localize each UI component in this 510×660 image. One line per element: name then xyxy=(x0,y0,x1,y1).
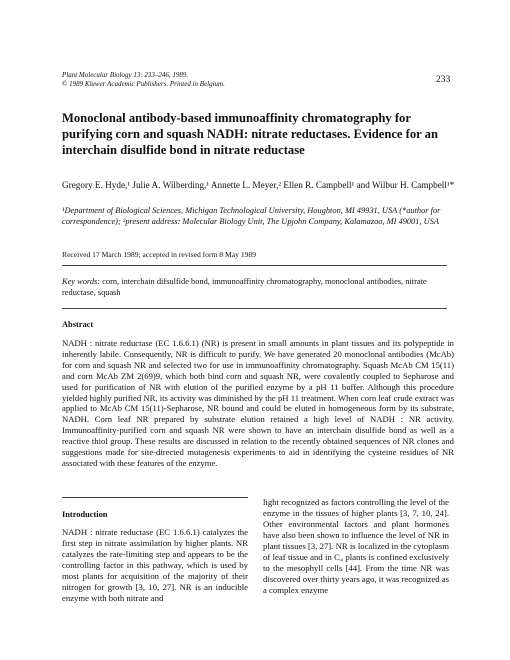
abstract-heading: Abstract xyxy=(62,320,94,329)
journal-citation xyxy=(62,71,225,89)
copyright-line: © 1989 Kluwer Academic Publishers. Printed in Belgium. xyxy=(62,80,225,88)
journal-line: Plant Molecular Biology 13: 233–246, 1989. xyxy=(62,71,189,79)
keywords xyxy=(62,276,457,298)
abstract-text: NADH : nitrate reductase (EC 1.6.6.1) (NR) is present in small amounts in plant tissues and its polypeptide in inherently labile. Consequently, NR is difficult to purify. We have generated 20 monoclonal antibodies (McAb) for corn and squash NR and selected two for use in immunoaffinity chromatography. Squash McAb CM 15(11) and corn McAb ZM 2(69)9, which both bind corn and squash NR, were covalently coupled to Sepharose and used for purification of NR with elution of the purified enzyme by a pH 11 buffer. Although this procedure yielded highly purified NR, its activity was diminished by the pH 11 treatment. When corn leaf crude extract was applied to McAb CM 15(11)-Sepharose, NR bound and could be eluted in homogeneous form by its substrate, NADH. Corn leaf NR prepared by substrate elution retained a high level of NADH : NR activity. Immunoaffinity-purified corn and squash NR were shown to have an interchain disulfide bond as well as a reactive thiol group. These results are discussed in relation to the recently obtained sequences of NR clones and suggestions made for site-directed mutagenesis experiments to aid in identifying the cysteine residues of NR associated with these features of the enzyme. xyxy=(62,338,454,468)
keywords-label: Key words: xyxy=(62,277,101,286)
divider xyxy=(62,497,248,498)
introduction-heading: Introduction xyxy=(62,510,108,519)
affiliations: ¹Department of Biological Sciences, Michigan Technological University, Houghton, MI 49931, USA (*author for correspondence); ²present address: Molecular Biology Unit, The Upjohn Company, Kalamazoo, MI 49001, USA xyxy=(62,206,441,226)
divider xyxy=(62,308,447,309)
keywords-text: corn, interchain difsulfide bond, immunoaffinity chromatography, monoclonal antibodies, nitrate reductase, squash xyxy=(62,277,427,297)
divider xyxy=(62,265,447,266)
intro-column-right: light recognized as factors controlling the level of the enzyme in the tissues of higher plants [3, 7, 10, 24]. Other environmental factors and plant hormones have also been shown to influence the level of NR in plant tissues [3, 27]. NR is localized in the cytoplasm of leaf tissue and in C₄ plants is confined exclusively to the mesophyll cells [44]. From the time NR was discovered over thirty years ago, it was recognized as a complex enzyme xyxy=(263,497,449,595)
received-dates: Received 17 March 1989; accepted in revised form 8 May 1989 xyxy=(62,250,257,259)
page-number: 233 xyxy=(436,75,451,85)
author-list: Gregory E. Hyde,¹ Julie A. Wilberding,¹ Annette L. Meyer,² Ellen R. Campbell¹ and Wilbur H. Campbell¹* xyxy=(62,180,455,190)
intro-column-left: NADH : nitrate reductase (EC 1.6.6.1) catalyzes the first step in nitrate assimilation by higher plants. NR catalyzes the rate-limiting step and appears to be the controlling factor in this pathway, which is used by most plants for acquisition of the majority of their nitrogen for growth [3, 10, 27]. NR is an inducible enzyme with both nitrate and xyxy=(62,527,248,603)
article-title: Monoclonal antibody-based immunoaffinity chromatography for purifying corn and squash NADH: nitrate reductases. Evidence for an interchain disulfide bond in nitrate reductase xyxy=(62,111,438,157)
